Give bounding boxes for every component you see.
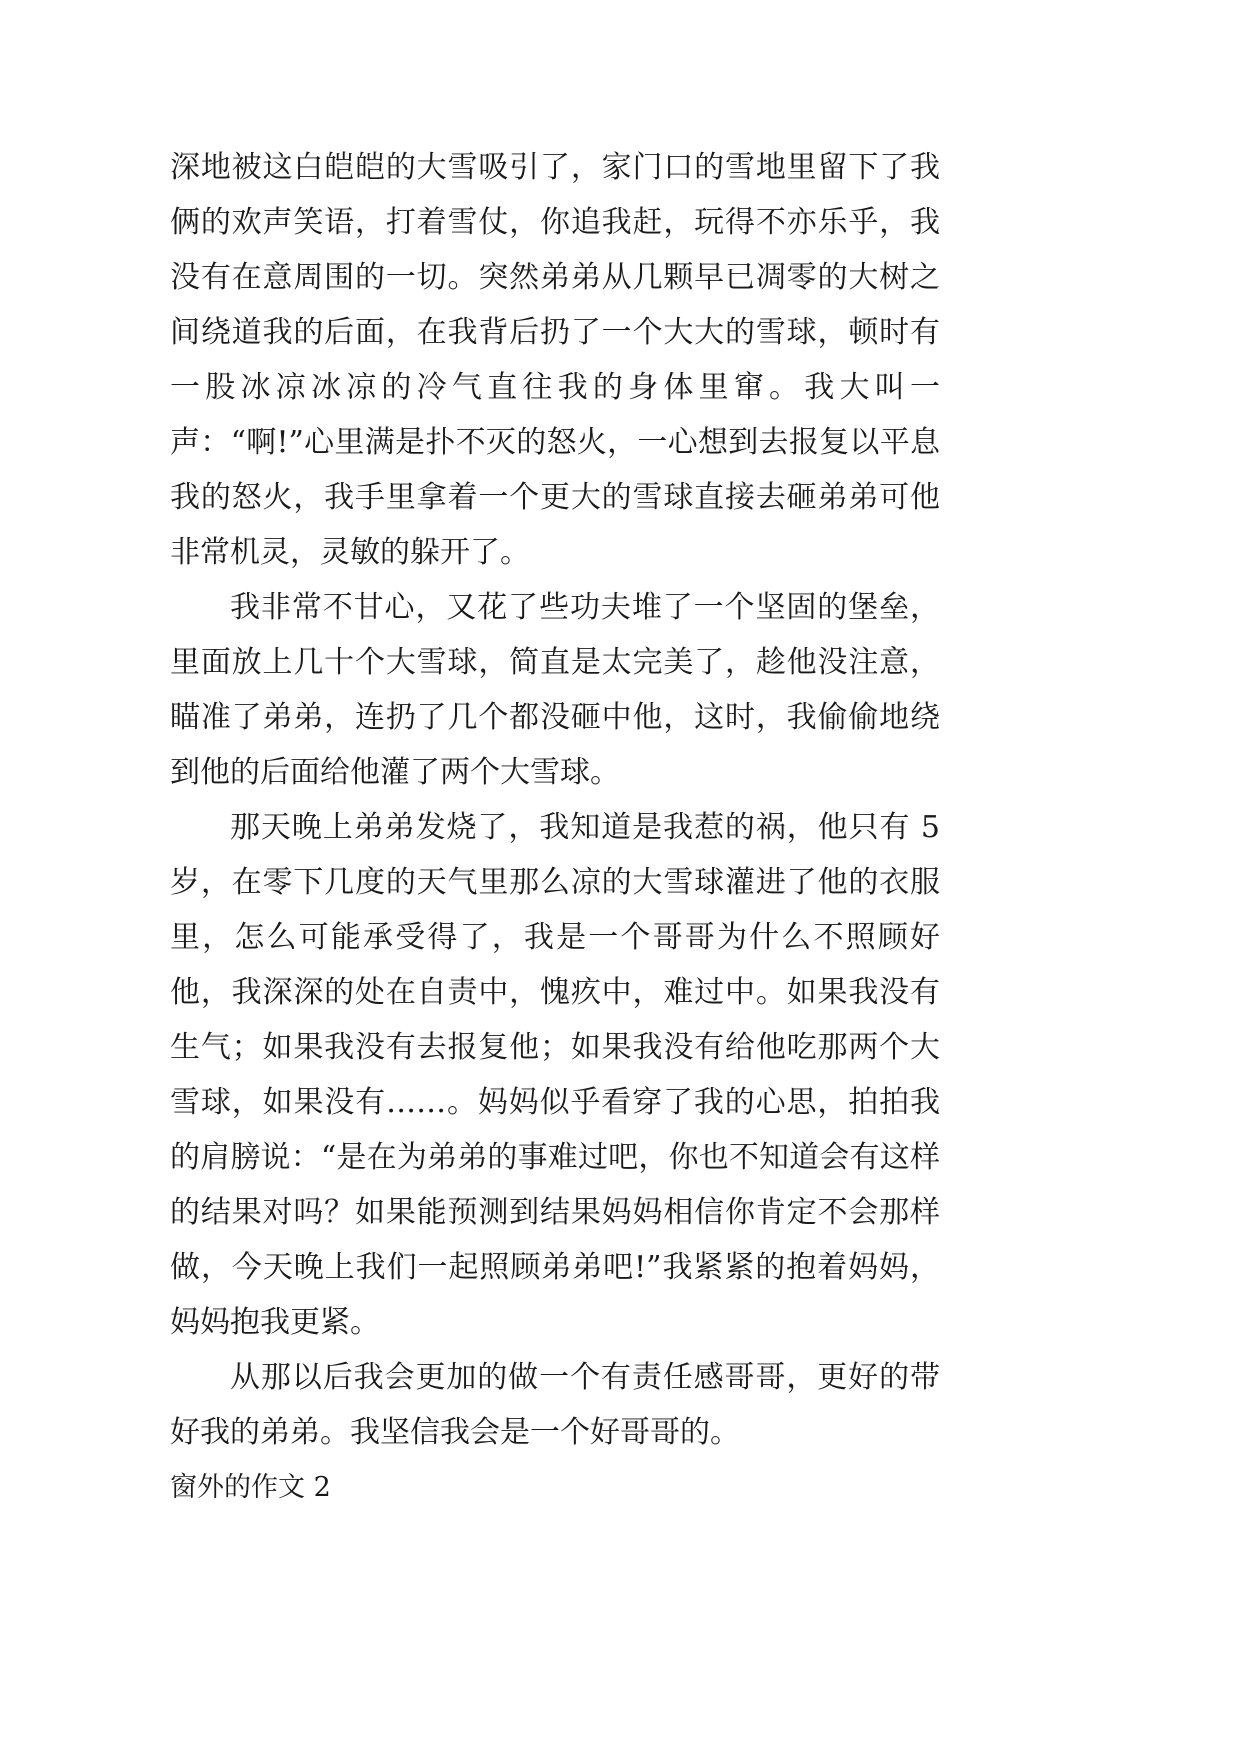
essay-title: 窗外的作文 2 bbox=[170, 1472, 331, 1503]
paragraph-2: 我非常不甘心，又花了些功夫堆了一个坚固的堡垒，里面放上几十个大雪球，简直是太完美了，趁他没注意，瞄准了弟弟，连扔了几个都没砸中他，这时，我偷偷地绕到他的后面给他灌了两个大雪球。 bbox=[170, 590, 940, 790]
document-body bbox=[170, 140, 940, 1515]
paragraph-3: 那天晚上弟弟发烧了，我知道是我惹的祸，他只有 5 岁，在零下几度的天气里那么凉的大雪球灌进了他的衣服里，怎么可能承受得了，我是一个哥哥为什么不照顾好他，我深深的处在自责中，愧疚中，难过中。如果我没有生气；如果我没有去报复他；如果我没有给他吃那两个大雪球，如果没有……。妈妈似乎看穿了我的心思，拍拍我的肩膀说：“是在为弟弟的事难过吧，你也不知道会有这样的结果对吗？如果能预测到结果妈妈相信你肯定不会那样做，今天晚上我们一起照顾弟弟吧!”我紧紧的抱着妈妈，妈妈抱我更紧。 bbox=[170, 810, 940, 1340]
paragraph-4: 从那以后我会更加的做一个有责任感哥哥，更好的带好我的弟弟。我坚信我会是一个好哥哥的。 bbox=[170, 1360, 940, 1450]
paragraph-1: 深地被这白皑皑的大雪吸引了，家门口的雪地里留下了我俩的欢声笑语，打着雪仗，你追我赶，玩得不亦乐乎，我没有在意周围的一切。突然弟弟从几颗早已凋零的大树之间绕道我的后面，在我背后扔了一个大大的雪球，顿时有一股冰凉冰凉的冷气直往我的身体里窜。我大叫一声：“啊!”心里满是扑不灭的怒火，一心想到去报复以平息我的怒火，我手里拿着一个更大的雪球直接去砸弟弟可他非常机灵，灵敏的躲开了。 bbox=[170, 150, 940, 570]
